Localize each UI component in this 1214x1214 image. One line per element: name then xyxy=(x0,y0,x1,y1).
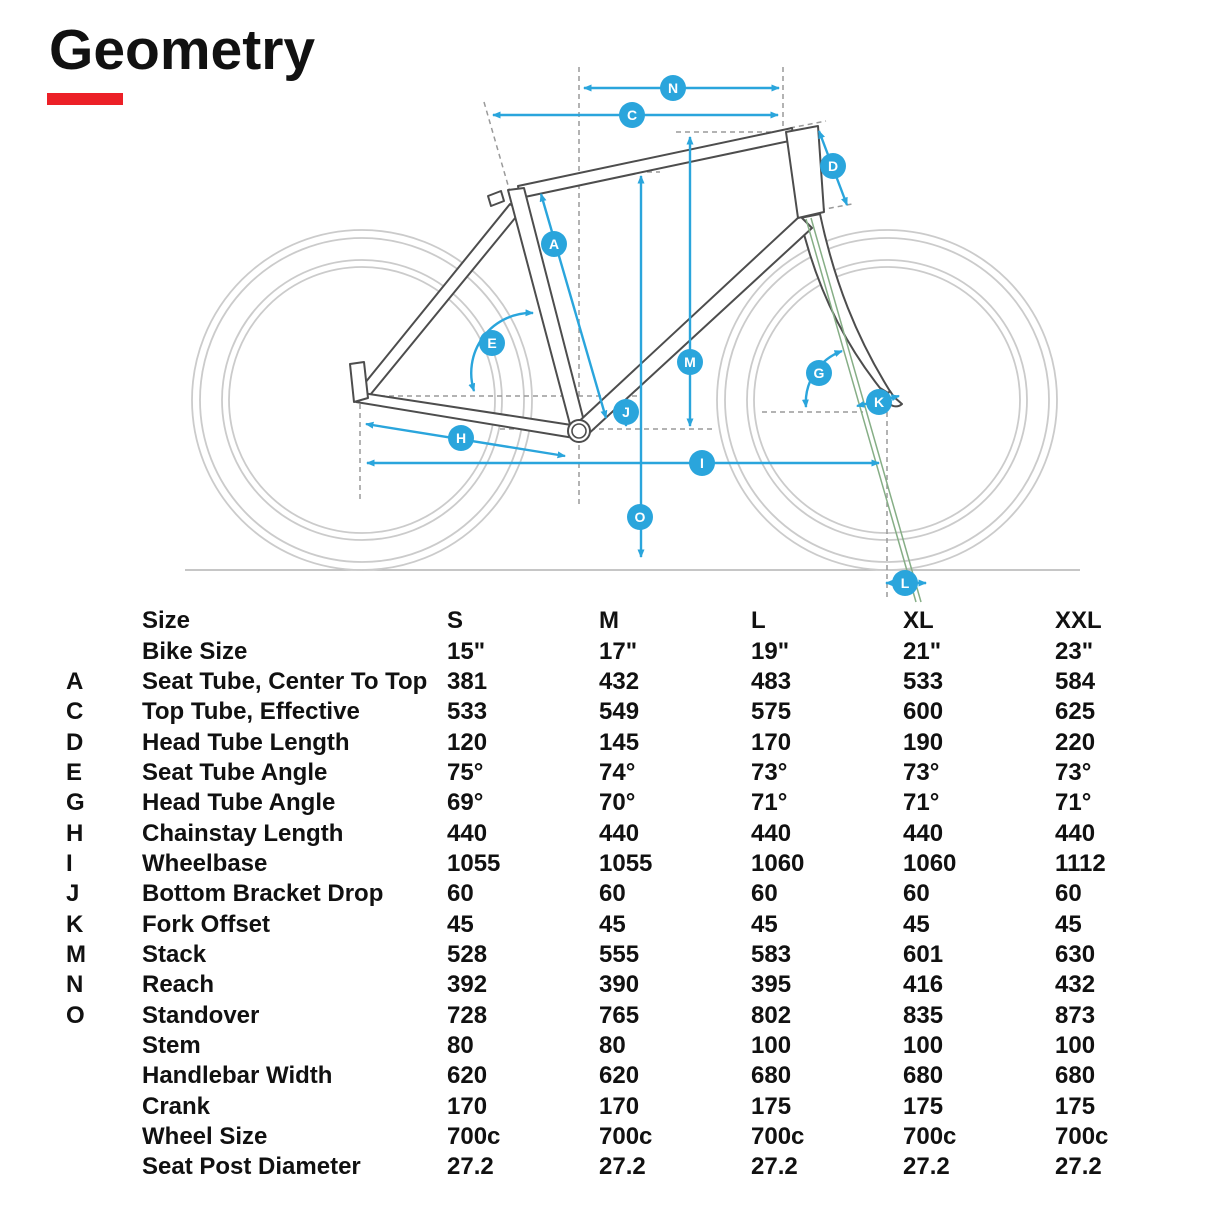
table-row xyxy=(66,1031,1214,1061)
row-label: Wheel Size xyxy=(142,1123,268,1151)
badge-J xyxy=(613,399,639,425)
table-row xyxy=(66,636,1214,666)
badge-E xyxy=(479,330,505,356)
row-letter: H xyxy=(66,819,84,847)
row-value-s: 69° xyxy=(447,789,484,817)
row-value-xxl: 1112 xyxy=(1055,849,1106,877)
row-label: Seat Tube, Center To Top xyxy=(142,667,428,695)
svg-text:C: C xyxy=(626,107,638,123)
row-value-xxl: 432 xyxy=(1055,971,1096,999)
badge-A xyxy=(541,231,567,257)
row-letter: K xyxy=(66,910,84,938)
row-value-s: 15" xyxy=(447,637,486,665)
row-value-l: 45 xyxy=(751,910,778,938)
row-value-l: 680 xyxy=(751,1062,792,1090)
row-value-s: 528 xyxy=(447,940,488,968)
row-value-s: 1055 xyxy=(447,849,501,877)
badge-G xyxy=(806,360,832,386)
row-value-m: 440 xyxy=(599,819,640,847)
page-title: Geometry xyxy=(49,18,316,82)
row-value-xxl: 175 xyxy=(1055,1092,1096,1120)
row-value-xl: 100 xyxy=(903,1031,944,1059)
table-row xyxy=(66,1000,1214,1030)
badge-D xyxy=(820,153,846,179)
row-value-l: 71° xyxy=(751,789,788,817)
row-value-l: 170 xyxy=(751,728,792,756)
table-row xyxy=(66,1122,1214,1152)
svg-text:A: A xyxy=(548,236,560,252)
row-letter: N xyxy=(66,971,84,999)
svg-text:J: J xyxy=(622,404,630,420)
row-value-m: 60 xyxy=(599,880,626,908)
row-letter: J xyxy=(66,880,80,908)
row-label: Handlebar Width xyxy=(142,1062,333,1090)
row-value-m: 80 xyxy=(599,1031,626,1059)
row-value-xxl: 71° xyxy=(1055,789,1092,817)
header-size-xxl: XXL xyxy=(1055,607,1102,635)
row-value-xl: 73° xyxy=(903,758,940,786)
svg-text:I: I xyxy=(700,455,704,471)
row-label: Seat Tube Angle xyxy=(142,758,328,786)
row-value-xxl: 60 xyxy=(1055,880,1082,908)
row-value-s: 45 xyxy=(447,910,474,938)
svg-text:G: G xyxy=(813,365,825,381)
row-label: Bottom Bracket Drop xyxy=(142,880,384,908)
row-value-m: 27.2 xyxy=(599,1153,646,1181)
table-row xyxy=(66,909,1214,939)
row-value-xl: 680 xyxy=(903,1062,944,1090)
row-value-l: 19" xyxy=(751,637,790,665)
row-value-xl: 21" xyxy=(903,637,942,665)
badge-O xyxy=(627,504,653,530)
seat-stays xyxy=(356,204,520,400)
head-tube xyxy=(786,126,824,218)
row-value-s: 728 xyxy=(447,1001,488,1029)
table-row xyxy=(66,697,1214,727)
row-value-s: 75° xyxy=(447,758,484,786)
row-label: Seat Post Diameter xyxy=(142,1153,361,1181)
row-value-xxl: 584 xyxy=(1055,667,1096,695)
table-row xyxy=(66,970,1214,1000)
row-letter: D xyxy=(66,728,84,756)
row-value-xl: 416 xyxy=(903,971,944,999)
row-value-m: 432 xyxy=(599,667,640,695)
rear-dropout xyxy=(350,362,368,402)
row-value-l: 60 xyxy=(751,880,778,908)
row-letter: M xyxy=(66,940,86,968)
row-value-m: 17" xyxy=(599,637,638,665)
row-value-m: 765 xyxy=(599,1001,640,1029)
row-value-xl: 1060 xyxy=(903,849,957,877)
row-value-l: 73° xyxy=(751,758,788,786)
row-value-s: 60 xyxy=(447,880,474,908)
row-value-l: 440 xyxy=(751,819,792,847)
row-value-xl: 175 xyxy=(903,1092,944,1120)
row-value-s: 533 xyxy=(447,698,488,726)
row-value-xxl: 100 xyxy=(1055,1031,1096,1059)
row-label: Head Tube Length xyxy=(142,728,350,756)
row-value-m: 70° xyxy=(599,789,636,817)
badge-H xyxy=(448,425,474,451)
row-label: Fork Offset xyxy=(142,910,271,938)
badge-C xyxy=(619,102,645,128)
row-value-xxl: 220 xyxy=(1055,728,1096,756)
table-row xyxy=(66,1152,1214,1182)
row-value-s: 170 xyxy=(447,1092,488,1120)
bike-geometry-diagram xyxy=(0,60,1214,605)
row-value-xxl: 873 xyxy=(1055,1001,1096,1029)
row-value-xl: 700c xyxy=(903,1123,957,1151)
table-row xyxy=(66,727,1214,757)
svg-text:O: O xyxy=(634,509,646,525)
row-label: Bike Size xyxy=(142,637,248,665)
table-row xyxy=(66,788,1214,818)
row-value-l: 175 xyxy=(751,1092,792,1120)
table-row xyxy=(66,1092,1214,1122)
row-letter: G xyxy=(66,789,85,817)
row-value-m: 555 xyxy=(599,940,640,968)
svg-text:D: D xyxy=(827,158,839,174)
row-value-xl: 601 xyxy=(903,940,944,968)
row-value-xl: 190 xyxy=(903,728,944,756)
svg-text:N: N xyxy=(667,80,679,96)
row-value-xxl: 23" xyxy=(1055,637,1094,665)
row-value-s: 120 xyxy=(447,728,488,756)
row-value-s: 620 xyxy=(447,1062,488,1090)
row-label: Wheelbase xyxy=(142,849,268,877)
row-label: Stack xyxy=(142,940,207,968)
geometry-table xyxy=(0,606,1214,1183)
table-row xyxy=(66,849,1214,879)
row-value-s: 80 xyxy=(447,1031,474,1059)
svg-text:E: E xyxy=(487,335,497,351)
row-value-m: 700c xyxy=(599,1123,653,1151)
row-value-m: 390 xyxy=(599,971,640,999)
row-value-m: 1055 xyxy=(599,849,653,877)
row-value-xl: 71° xyxy=(903,789,940,817)
row-letter: I xyxy=(66,849,73,877)
row-value-xxl: 680 xyxy=(1055,1062,1096,1090)
svg-text:H: H xyxy=(455,430,467,446)
top-tube xyxy=(518,128,794,198)
row-letter: E xyxy=(66,758,83,786)
row-value-s: 27.2 xyxy=(447,1153,494,1181)
row-letter: O xyxy=(66,1001,85,1029)
row-value-xxl: 625 xyxy=(1055,698,1096,726)
header-label: Size xyxy=(142,607,191,635)
row-value-xxl: 27.2 xyxy=(1055,1153,1102,1181)
row-value-l: 1060 xyxy=(751,849,805,877)
row-label: Reach xyxy=(142,971,215,999)
svg-text:K: K xyxy=(873,394,885,410)
header-size-m: M xyxy=(599,607,619,635)
row-value-xl: 45 xyxy=(903,910,930,938)
badge-K xyxy=(866,389,892,415)
row-value-s: 392 xyxy=(447,971,488,999)
row-value-m: 170 xyxy=(599,1092,640,1120)
row-label: Head Tube Angle xyxy=(142,789,336,817)
row-value-xxl: 45 xyxy=(1055,910,1082,938)
row-value-l: 802 xyxy=(751,1001,792,1029)
row-value-xl: 533 xyxy=(903,667,944,695)
row-value-l: 583 xyxy=(751,940,792,968)
row-value-m: 145 xyxy=(599,728,640,756)
saddle-clamp xyxy=(488,191,504,206)
row-value-xl: 835 xyxy=(903,1001,944,1029)
header-size-s: S xyxy=(447,607,464,635)
row-value-m: 620 xyxy=(599,1062,640,1090)
row-label: Chainstay Length xyxy=(142,819,344,847)
header-size-l: L xyxy=(751,607,766,635)
badge-I xyxy=(689,450,715,476)
table-row xyxy=(66,818,1214,848)
row-value-l: 395 xyxy=(751,971,792,999)
row-value-m: 74° xyxy=(599,758,636,786)
table-row xyxy=(66,879,1214,909)
table-row xyxy=(66,667,1214,697)
row-value-xxl: 73° xyxy=(1055,758,1092,786)
row-letter: A xyxy=(66,667,84,695)
header-size-xl: XL xyxy=(903,607,934,635)
row-label: Stem xyxy=(142,1031,201,1059)
row-label: Top Tube, Effective xyxy=(142,698,360,726)
bike-frame xyxy=(350,126,902,442)
row-value-xl: 60 xyxy=(903,880,930,908)
svg-text:M: M xyxy=(684,354,696,370)
row-value-xxl: 630 xyxy=(1055,940,1096,968)
row-value-s: 700c xyxy=(447,1123,501,1151)
table-row xyxy=(66,1061,1214,1091)
row-value-l: 700c xyxy=(751,1123,805,1151)
table-row xyxy=(66,758,1214,788)
row-value-xl: 600 xyxy=(903,698,944,726)
row-value-xxl: 700c xyxy=(1055,1123,1109,1151)
row-value-xl: 27.2 xyxy=(903,1153,950,1181)
bike-geometry-svg xyxy=(0,60,1214,605)
row-value-l: 100 xyxy=(751,1031,792,1059)
row-value-s: 381 xyxy=(447,667,488,695)
table-row xyxy=(66,940,1214,970)
row-value-l: 27.2 xyxy=(751,1153,798,1181)
row-value-m: 549 xyxy=(599,698,640,726)
row-value-xxl: 440 xyxy=(1055,819,1096,847)
badge-M xyxy=(677,349,703,375)
table-body xyxy=(0,636,1214,1182)
row-value-xl: 440 xyxy=(903,819,944,847)
badge-N xyxy=(660,75,686,101)
badge-L xyxy=(892,570,918,596)
row-value-m: 45 xyxy=(599,910,626,938)
row-value-s: 440 xyxy=(447,819,488,847)
table-header-row xyxy=(66,606,1214,636)
row-label: Crank xyxy=(142,1092,211,1120)
svg-text:L: L xyxy=(900,575,910,591)
row-value-l: 483 xyxy=(751,667,792,695)
row-letter: C xyxy=(66,698,84,726)
row-value-l: 575 xyxy=(751,698,792,726)
row-label: Standover xyxy=(142,1001,260,1029)
